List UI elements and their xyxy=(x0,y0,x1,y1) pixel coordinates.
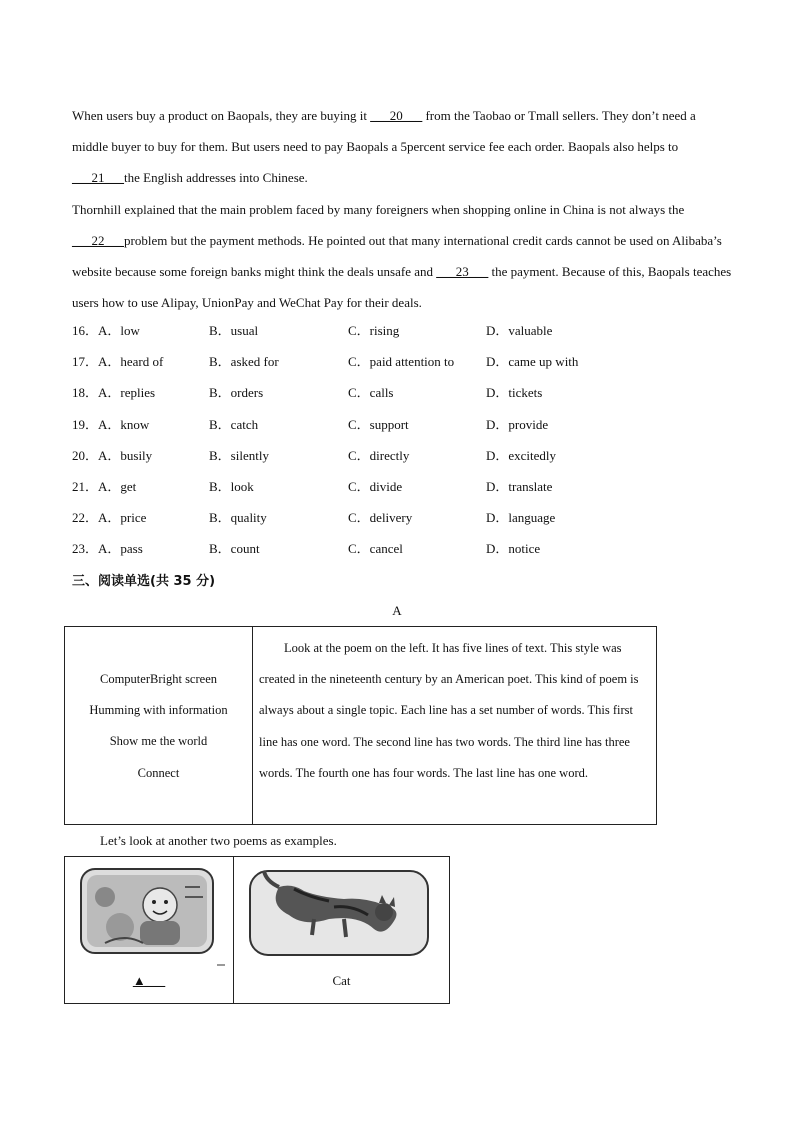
blank-20: ___20___ xyxy=(370,108,423,123)
option-d: D．excitedly xyxy=(486,447,557,463)
passage-text: the payment. Because of this, Baopals teaches users how to use Alipay, UnionPay and WeChat Pay for their deals. xyxy=(72,264,732,311)
left-caption-text: ▲___ xyxy=(132,973,166,988)
option-row xyxy=(72,315,712,346)
option-row xyxy=(72,440,712,471)
option-b: B．orders xyxy=(209,385,264,401)
option-b: B．silently xyxy=(209,447,269,463)
option-a: 17．A．heard of xyxy=(72,354,164,370)
passage-paragraph-1 xyxy=(72,100,732,194)
option-row xyxy=(72,409,712,440)
blank-21: ___21___ xyxy=(72,170,124,186)
blank-23: ___23___ xyxy=(436,264,489,280)
option-a: 18．A．replies xyxy=(72,385,156,401)
option-c: C．divide xyxy=(348,478,403,494)
option-a: 21．A．get xyxy=(72,478,137,494)
option-b: B．quality xyxy=(209,510,267,526)
baby-photo-image xyxy=(65,857,233,967)
option-a: 19．A．know xyxy=(72,416,150,432)
passage-text: problem but the payment methods. He pointed out that many international credit cards cannot be used on Alibaba’s website because some foreign banks might think the deals unsafe and xyxy=(72,232,722,280)
blank-22: ___22___ xyxy=(72,232,124,248)
option-a: 16．A．low xyxy=(72,323,140,338)
option-c: C．directly xyxy=(348,447,410,463)
passage-label: A xyxy=(392,603,402,618)
option-b: B．asked for xyxy=(209,354,279,370)
passage-text: Thornhill explained that the main problem faced by many foreigners when shopping online in China is not always the xyxy=(72,201,685,217)
example-images-table xyxy=(64,856,450,1004)
option-row xyxy=(72,502,712,533)
option-c: C．paid attention to xyxy=(348,354,455,370)
poem-column xyxy=(65,627,253,824)
option-a: 23．A．pass xyxy=(72,541,143,557)
option-a: 20．A．busily xyxy=(72,447,153,463)
option-row xyxy=(72,471,712,502)
section-heading: 三、阅读单选(共 35 分) xyxy=(72,574,216,589)
poem-table xyxy=(64,626,657,825)
option-d: D．language xyxy=(486,510,556,526)
passage-text: the English addresses into Chinese. xyxy=(124,170,308,186)
poem-line-3: Show me the world xyxy=(109,734,208,748)
cat-image xyxy=(234,857,449,967)
option-d: D．translate xyxy=(486,478,553,494)
option-row xyxy=(72,346,712,377)
option-b: B．count xyxy=(209,541,260,557)
cloze-passage xyxy=(72,100,732,318)
examples-intro: Let’s look at another two poems as examples. xyxy=(100,833,337,848)
example-cell-cat xyxy=(234,857,449,1003)
example-cell-baby xyxy=(65,857,234,1003)
option-d: D．provide xyxy=(486,416,549,432)
option-b: B．catch xyxy=(209,416,259,432)
left-caption xyxy=(65,973,233,989)
right-caption: Cat xyxy=(332,973,351,988)
option-b: B．usual xyxy=(209,323,259,338)
poem-description xyxy=(259,633,653,789)
option-c: C．rising xyxy=(348,323,400,338)
option-row xyxy=(72,377,712,408)
option-c: C．delivery xyxy=(348,510,413,526)
option-row xyxy=(72,533,712,564)
option-a: 22．A．price xyxy=(72,510,147,526)
poem-line-2: Humming with information xyxy=(89,703,228,717)
option-c: C．calls xyxy=(348,385,394,401)
poem-description-text: Look at the poem on the left. It has five lines of text. This style was created in the nineteenth century by an American poet. This kind of poem is always about a single topic. Each line has a set number of words. This first line has one word. The second line has two words. The third line has three words. The fourth one has four words. The last line has one word. xyxy=(259,641,639,780)
poem-line-1: ComputerBright screen xyxy=(100,672,217,686)
option-d: D．notice xyxy=(486,541,541,557)
answer-options xyxy=(72,315,712,565)
option-c: C．support xyxy=(348,416,409,432)
option-d: D．tickets xyxy=(486,385,543,401)
passage-text: from the Taobao or Tmall sellers. They don’t need a middle buyer to buy for them. But users need to pay Baopals a 5percent service fee each order. Baopals also helps to xyxy=(72,108,696,155)
option-d: D．came up with xyxy=(486,354,579,370)
passage-paragraph-2 xyxy=(72,194,732,319)
poem-line-4: Connect xyxy=(137,766,180,780)
option-c: C．cancel xyxy=(348,541,403,557)
option-d: D．valuable xyxy=(486,323,553,338)
passage-text: When users buy a product on Baopals, they are buying it xyxy=(72,108,367,123)
option-b: B．look xyxy=(209,478,254,494)
